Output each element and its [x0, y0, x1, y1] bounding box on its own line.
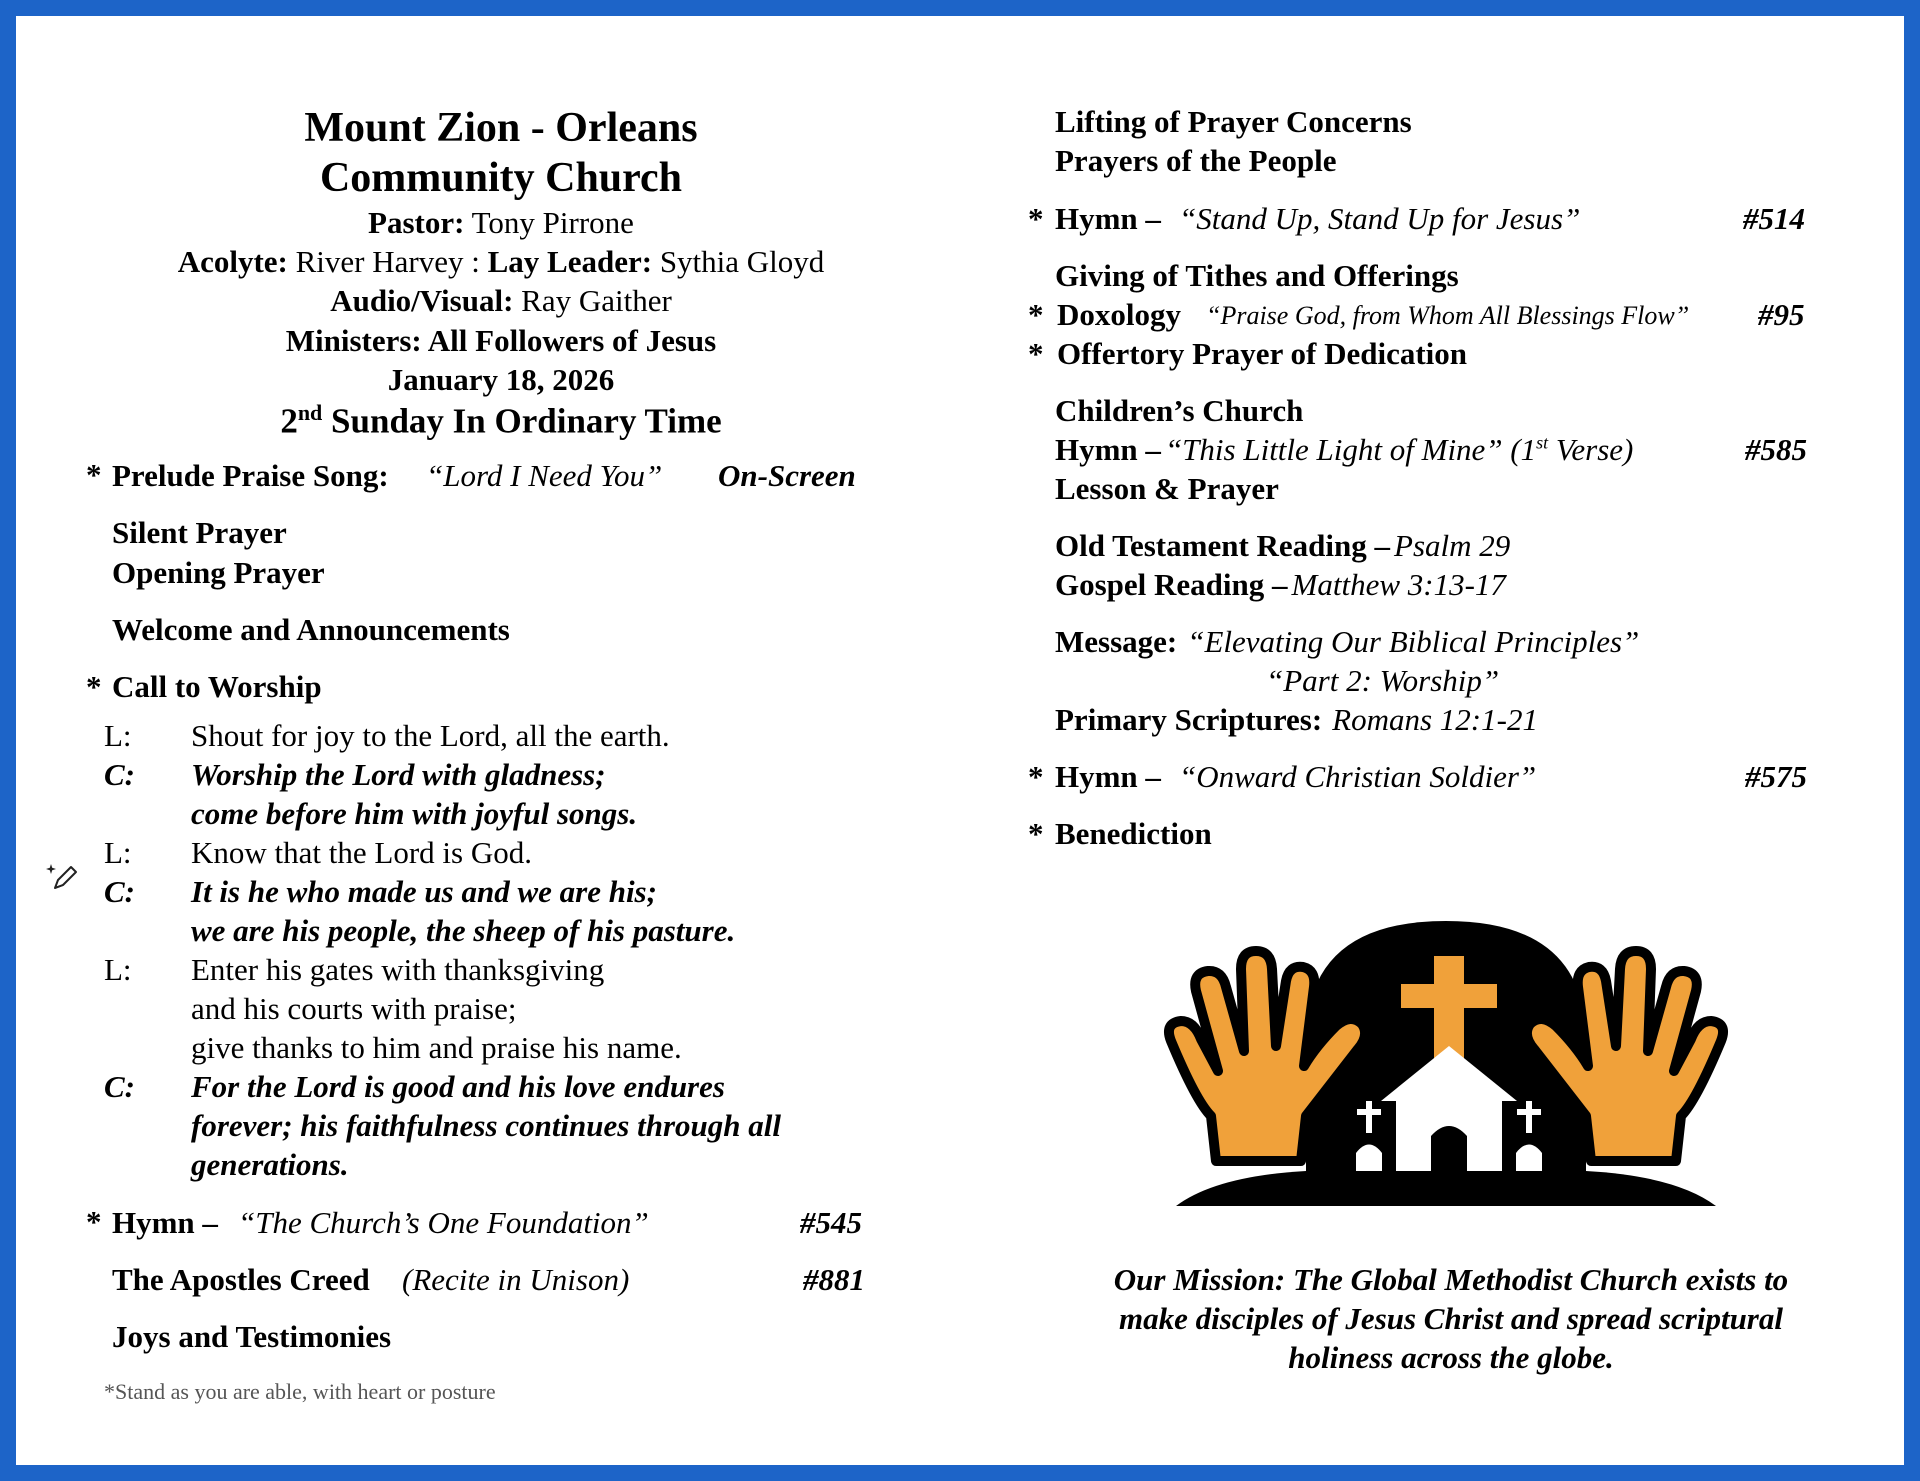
pastor-line [56, 205, 946, 241]
apostles-creed: The Apostles Creed [112, 1262, 370, 1297]
litany-line: For the Lord is good and his love endures [191, 1069, 725, 1104]
litany-speaker: C: [104, 874, 135, 909]
hymn-number: #585 [1745, 432, 1807, 467]
sunday-rest: Sunday In Ordinary Time [331, 401, 722, 441]
church-hands-logo [1156, 921, 1736, 1211]
doxology-label: Doxology [1057, 297, 1181, 332]
litany-line: and his courts with praise; [191, 991, 517, 1026]
doxology-number: #95 [1758, 297, 1805, 332]
litany-line: Know that the Lord is God. [191, 835, 532, 870]
stand-marker: * [86, 457, 102, 492]
hymn-title: “Onward Christian Soldier” [1179, 759, 1537, 794]
stand-marker: * [1028, 201, 1044, 236]
benediction: Benediction [1055, 816, 1212, 851]
hymn-number: #514 [1743, 201, 1805, 236]
acolyte-label: Acolyte: [177, 244, 288, 279]
message-part: “Part 2: Worship” [1266, 663, 1500, 698]
offertory-prayer: Offertory Prayer of Dedication [1057, 336, 1468, 371]
litany-speaker: C: [104, 1069, 135, 1104]
giving-tithes: Giving of Tithes and Offerings [1055, 258, 1459, 293]
stand-marker: * [1028, 297, 1044, 332]
hymn-number: #575 [1745, 759, 1807, 794]
separator: : [471, 244, 480, 279]
scripture-label: Primary Scriptures: [1055, 702, 1323, 737]
ot-reading [1055, 528, 1510, 564]
gospel-reading [1055, 567, 1506, 603]
prelude-song: “Lord I Need You” [426, 458, 663, 493]
footnote: *Stand as you are able, with heart or posture [104, 1379, 496, 1404]
church-title-line2: Community Church [319, 155, 683, 201]
hymn-title-sup: st [1536, 432, 1549, 453]
childrens-church: Children’s Church [1055, 393, 1304, 428]
stand-marker: * [86, 1204, 102, 1239]
litany-line: give thanks to him and praise his name. [191, 1030, 682, 1065]
litany-speaker: L: [104, 835, 132, 870]
litany-speaker: C: [104, 757, 135, 792]
hymn-label: Hymn – [1055, 432, 1161, 467]
ot-label: Old Testament Reading – [1055, 528, 1391, 563]
litany-line: Worship the Lord with gladness; [191, 757, 606, 792]
litany-line: come before him with joyful songs. [191, 796, 638, 831]
mission-line: holiness across the globe. [1288, 1340, 1614, 1375]
stand-marker: * [1028, 759, 1044, 794]
mission-line: Our Mission: The Global Methodist Church exists to [1113, 1262, 1789, 1297]
welcome-announcements: Welcome and Announcements [112, 612, 510, 647]
edit-sparkle-icon[interactable] [46, 861, 80, 895]
pastor-label: Pastor: [368, 205, 465, 240]
scripture-ref: Romans 12:1-21 [1332, 702, 1538, 737]
sunday-ordinal: 2 [280, 401, 298, 441]
hymn-title-main: “This Little Light of Mine” (1 [1164, 432, 1537, 467]
litany-speaker: L: [104, 952, 132, 987]
av-label: Audio/Visual: [330, 283, 514, 318]
hymn-title-after: Verse) [1548, 432, 1634, 467]
litany-line: generations. [191, 1147, 349, 1182]
doxology-title: “Praise God, from Whom All Blessings Flow” [1206, 301, 1690, 330]
gospel-label: Gospel Reading – [1055, 567, 1288, 602]
bulletin-page [16, 16, 1904, 1465]
pastor-name: Tony Pirrone [471, 205, 634, 240]
stand-marker: * [86, 669, 102, 704]
av-name: Ray Gaither [521, 283, 672, 318]
sunday-title [56, 400, 946, 442]
service-date: January 18, 2026 [387, 362, 615, 397]
primary-scriptures [1055, 702, 1538, 738]
litany-line: Shout for joy to the Lord, all the earth. [191, 718, 670, 753]
prayers-of-the-people: Prayers of the People [1055, 143, 1337, 178]
litany-speaker: L: [104, 718, 132, 753]
hymn-label: Hymn – [1055, 759, 1161, 794]
call-to-worship: Call to Worship [112, 669, 322, 704]
message-line [1055, 624, 1639, 660]
lay-leader-label: Lay Leader: [487, 244, 653, 279]
ot-ref: Psalm 29 [1394, 528, 1511, 563]
stand-marker: * [1028, 336, 1044, 371]
message-label: Message: [1055, 624, 1178, 659]
ministers-line: Ministers: All Followers of Jesus [285, 323, 717, 358]
church-title-line1: Mount Zion - Orleans [304, 105, 698, 151]
creed-number: #881 [803, 1262, 865, 1297]
litany-line: we are his people, the sheep of his pasture. [191, 913, 736, 948]
hymn-label: Hymn – [112, 1205, 218, 1240]
prelude-where: On-Screen [718, 458, 856, 493]
message-title: “Elevating Our Biblical Principles” [1187, 624, 1640, 659]
hymn-label: Hymn – [1055, 201, 1161, 236]
av-line [56, 283, 946, 319]
childrens-hymn [1055, 432, 1633, 468]
litany-line: Enter his gates with thanksgiving [191, 952, 605, 987]
lifting-prayer-concerns: Lifting of Prayer Concerns [1055, 104, 1412, 139]
acolyte-name: River Harvey [295, 244, 464, 279]
lesson-prayer: Lesson & Prayer [1055, 471, 1279, 506]
silent-prayer: Silent Prayer [112, 515, 287, 550]
joys-testimonies: Joys and Testimonies [112, 1319, 392, 1354]
prelude-label: Prelude Praise Song: [112, 458, 389, 493]
acolyte-line [56, 244, 946, 280]
lay-leader-name: Sythia Gloyd [659, 244, 825, 279]
gospel-ref: Matthew 3:13-17 [1291, 567, 1506, 602]
hymn-title [1165, 432, 1633, 467]
mission-line: make disciples of Jesus Christ and spread scriptural [1119, 1301, 1783, 1336]
litany-line: forever; his faithfulness continues through all [191, 1108, 781, 1143]
opening-prayer: Opening Prayer [112, 555, 325, 590]
sunday-suffix: nd [297, 400, 323, 425]
hymn-number: #545 [800, 1205, 862, 1240]
hymn-title: “Stand Up, Stand Up for Jesus” [1179, 201, 1581, 236]
creed-note: (Recite in Unison) [402, 1262, 630, 1297]
stand-marker: * [1028, 816, 1044, 851]
litany-line: It is he who made us and we are his; [191, 874, 657, 909]
hymn-title: “The Church’s One Foundation” [238, 1205, 649, 1240]
